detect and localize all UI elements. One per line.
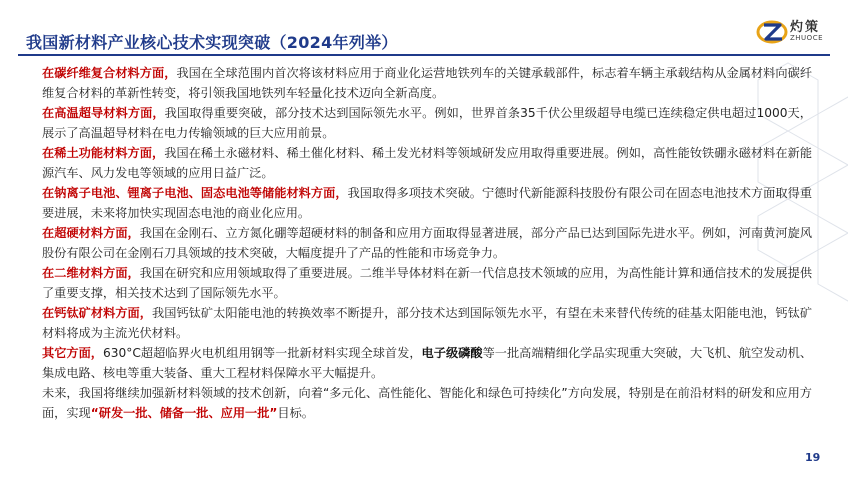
paragraph-lead: 其它方面， — [42, 346, 104, 360]
paragraph-superhard — [42, 223, 812, 263]
paragraph-perovskite — [42, 303, 812, 343]
paragraph-lead: 在钙钛矿材料方面， — [42, 306, 153, 320]
paragraph-bold-term: 电子级磷酸 — [421, 346, 483, 360]
paragraph-lead: 在稀土功能材料方面， — [42, 146, 165, 160]
paragraph-text: 我国取得多项技术突破。宁德时代新能源科技股份有限公司在固态电池技术方面取得重要进展，未来将加快实现固态电池的商业化应用。 — [42, 186, 813, 220]
paragraph-highlight: “研发一批、储备一批、应用一批” — [90, 406, 278, 420]
paragraph-lead: 在碳纤维复合材料方面， — [42, 66, 177, 80]
logo-text-cn: 灼策 — [790, 20, 821, 35]
paragraph-text: 我国在全球范围内首次将该材料应用于商业化运营地铁列车的关键承载部件，标志着车辆主承载结构从金属材料向碳纤维复合材料的革新性转变，将引领我国地铁列车轻量化技术迈向全新高度。 — [42, 66, 813, 100]
paragraph-closing — [42, 383, 812, 423]
paragraph-text: 我国取得重要突破，部分技术达到国际领先水平。例如，世界首条35千伏公里级超导电缆已连续稳定供电超过1000天，展示了高温超导材料在电力传输领域的巨大应用前景。 — [42, 106, 812, 140]
brand-logo — [756, 14, 836, 48]
paragraph-lead: 在钠离子电池、锂离子电池、固态电池等储能材料方面， — [42, 186, 348, 200]
paragraph-rare-earth — [42, 143, 812, 183]
paragraph-2d-materials — [42, 263, 812, 303]
page-number: 19 — [805, 451, 821, 464]
paragraph-text: 我国在金刚石、立方氮化硼等超硬材料的制备和应用方面取得显著进展，部分产品已达到国际先进水平。例如，河南黄河旋风股份有限公司在金刚石刀具领域的技术突破，大幅度提升了产品的性能和市场竞争力。 — [42, 226, 813, 260]
content-body — [42, 63, 812, 423]
paragraph-carbon-fiber — [42, 63, 812, 103]
title-divider — [18, 54, 830, 56]
paragraph-text: 等一批高端精细化学品实现重大突破，大飞机、航空发动机、集成电路、核电等重大装备、重大工程材料保障水平大幅提升。 — [42, 346, 813, 380]
paragraph-text: 我国在研究和应用领域取得了重要进展。二维半导体材料在新一代信息技术领域的应用，为高性能计算和通信技术的发展提供了重要支撑，相关技术达到了国际领先水平。 — [42, 266, 813, 300]
paragraph-superconductor — [42, 103, 812, 143]
paragraph-other — [42, 343, 812, 383]
paragraph-text: 我国在稀土永磁材料、稀土催化材料、稀土发光材料等领域研发应用取得重要进展。例如，高性能钕铁硼永磁材料在新能源汽车、风力发电等领域的应用日益广泛。 — [42, 146, 813, 180]
paragraph-lead: 在二维材料方面， — [42, 266, 140, 280]
paragraph-lead: 在超硬材料方面， — [42, 226, 140, 240]
paragraph-battery — [42, 183, 812, 223]
paragraph-lead: 在高温超导材料方面， — [42, 106, 165, 120]
paragraph-text: 目标。 — [277, 406, 314, 420]
page-title: 我国新材料产业核心技术实现突破（2024年列举） — [26, 33, 398, 52]
paragraph-text: 630°C超超临界火电机组用钢等一批新材料实现全球首发， — [103, 346, 422, 360]
logo-text-en: ZHUOCE — [790, 34, 824, 42]
logo-z-icon — [756, 14, 790, 48]
paragraph-text: 我国钙钛矿太阳能电池的转换效率不断提升，部分技术达到国际领先水平，有望在未来替代传统的硅基太阳能电池，钙钛矿材料将成为主流光伏材料。 — [42, 306, 813, 340]
paragraph-text: 未来，我国将继续加强新材料领域的技术创新，向着“多元化、高性能化、智能化和绿色可持续化”方向发展，特别是在前沿材料的研发和应用方面，实现 — [42, 386, 812, 420]
